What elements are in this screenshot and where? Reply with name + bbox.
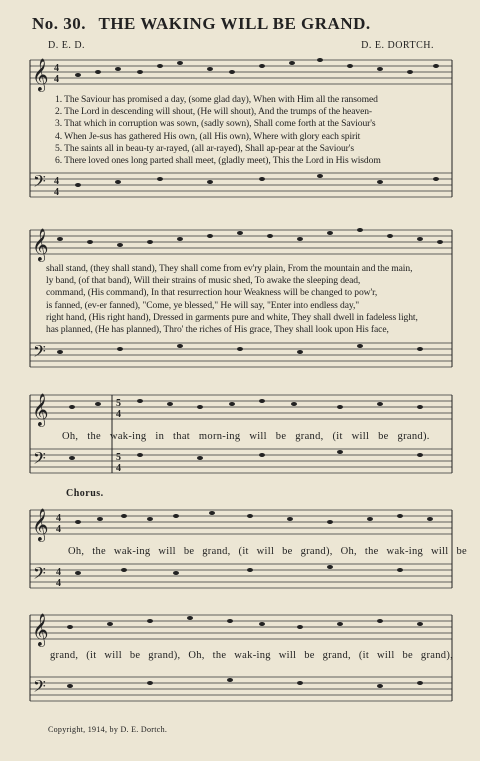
verse-6-line-a: 6. There loved ones long parted shall meet, (gladly meet), This the Lord in His wisdom	[55, 155, 381, 167]
verse-5-line-a: 5. The saints all in beau-ty ar-rayed, (all ar-rayed), Shall ap-pear at the Saviour's	[55, 142, 355, 154]
verse-3-line-b: command, (His command), In that resurrection hour Weakness will be changed to pow'r,	[46, 287, 378, 299]
treble-staff	[30, 615, 452, 639]
treble-clef-icon: 𝄞	[32, 613, 49, 646]
treble-clef-icon: 𝄞	[32, 228, 49, 261]
treble-clef-icon: 𝄞	[32, 508, 49, 541]
verse-3-line-a: 3. That which in corruption was sown, (sadly sown), Shall come forth at the Saviour's	[55, 118, 376, 130]
refrain-lyric-line: Oh, the wak-ing in that morn-ing will be grand, (it will be grand).	[62, 431, 430, 442]
chorus-label: Chorus.	[66, 488, 104, 499]
chorus-lyric-line-1: Oh, the wak-ing will be grand, (it will be grand), Oh, the wak-ing will be	[68, 546, 467, 557]
svg-text:4: 4	[116, 463, 121, 474]
verse-2-line-a: 2. The Lord in descending will shout, (He will shout), And the trumps of the heaven-	[55, 106, 373, 118]
music-credit: D. E. DORTCH.	[361, 40, 434, 51]
svg-text:4: 4	[54, 63, 59, 74]
svg-text:4: 4	[56, 567, 61, 578]
treble-clef-icon: 𝄞	[32, 58, 49, 91]
svg-text:4: 4	[54, 187, 59, 198]
verse-1-line-a: 1. The Saviour has promised a day, (some glad day), When with Him all the ransomed	[55, 94, 378, 105]
svg-text:5: 5	[116, 398, 121, 409]
verse-4-line-b: is fanned, (ev-er fanned), "Come, ye blessed," He will say, "Enter into endless day,"	[46, 299, 360, 311]
bass-clef-icon: 𝄢	[33, 341, 46, 365]
bass-staff	[30, 343, 452, 367]
treble-staff	[30, 510, 452, 534]
bass-staff	[30, 449, 452, 473]
svg-text:4: 4	[54, 74, 59, 85]
verse-2-line-b: ly band, (of that band), Will their strains of music shed, To awake the sleeping dead,	[46, 275, 361, 287]
chorus-lyric-line-2: grand, (it will be grand), Oh, the wak-ing will be grand, (it will be grand),	[50, 650, 454, 661]
bass-staff	[30, 677, 452, 701]
music-notes	[69, 399, 423, 460]
svg-text:4: 4	[116, 409, 121, 420]
verse-6-line-b: has planned, (He has planned), Thro' the riches of His grace, They shall look upon His face,	[46, 324, 389, 336]
hymn-title	[32, 14, 371, 34]
bass-staff	[30, 173, 452, 197]
verse-1-line-b: shall stand, (they shall stand), They shall come from ev'ry plain, From the mountain and the main,	[46, 263, 413, 274]
words-credit: D. E. D.	[48, 40, 86, 51]
treble-clef-icon: 𝄞	[32, 393, 49, 426]
verses-part-1	[55, 94, 381, 167]
copyright-notice: Copyright, 1914, by D. E. Dortch.	[48, 725, 168, 734]
bass-clef-icon: 𝄢	[33, 448, 46, 472]
verses-part-2	[46, 263, 418, 336]
svg-text:5: 5	[116, 452, 121, 463]
bass-clef-icon: 𝄢	[33, 563, 46, 587]
svg-text:4: 4	[56, 513, 61, 524]
svg-text:4: 4	[54, 176, 59, 187]
hymn-title-text: THE WAKING WILL BE GRAND.	[98, 14, 371, 33]
svg-text:4: 4	[56, 524, 61, 535]
svg-text:4: 4	[56, 578, 61, 589]
bass-clef-icon: 𝄢	[33, 171, 46, 195]
bass-clef-icon: 𝄢	[33, 676, 46, 700]
treble-staff	[30, 60, 452, 84]
treble-staff	[30, 395, 452, 419]
verse-5-line-b: right hand, (His right hand), Dressed in garments pure and white, They shall dwell in fadeless light,	[46, 311, 418, 323]
hymn-number: No. 30.	[32, 14, 87, 33]
music-notes	[75, 511, 433, 575]
verse-4-line-a: 4. When Je-sus has gathered His own, (all His own), Where with glory each spirit	[55, 130, 361, 142]
bass-staff	[30, 564, 452, 588]
